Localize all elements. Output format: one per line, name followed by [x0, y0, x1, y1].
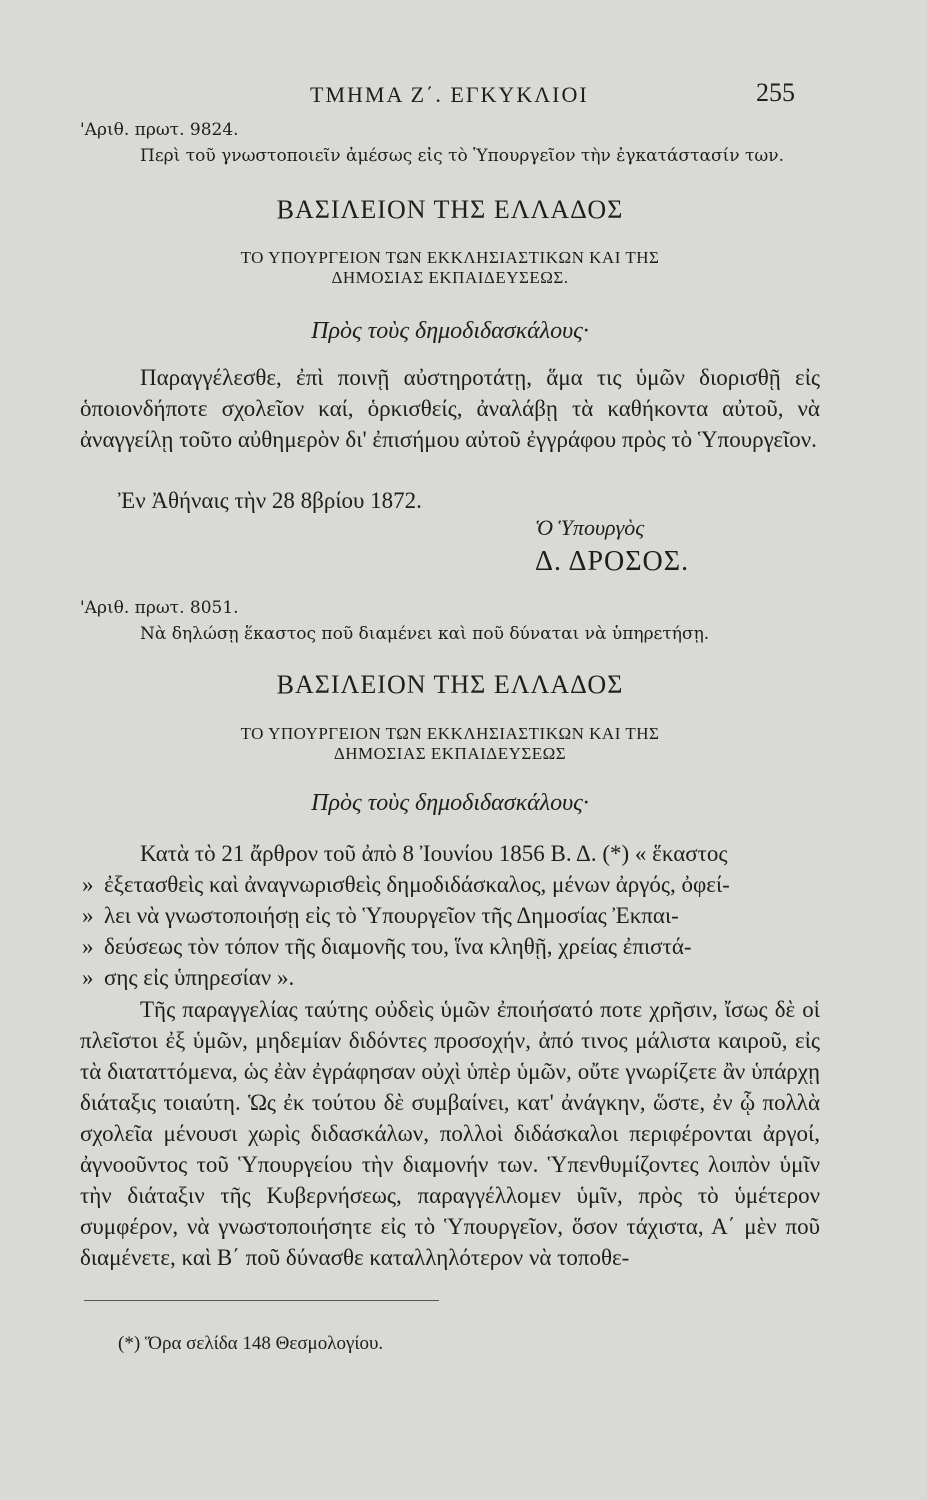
- quote-text: ἐξετασθεὶς καὶ ἀναγνωρισθεὶς δημοδιδάσκαλος, μένων ἀργός, ὀφεί-: [104, 872, 730, 897]
- quote-line: [82, 962, 822, 993]
- quote-mark: »: [82, 965, 94, 990]
- signer-title: Ὁ Ὑπουργὸς: [535, 515, 645, 540]
- quote-mark: »: [82, 903, 94, 928]
- kingdom-heading: ΒΑΣΙΛΕΙΟΝ ΤΗΣ ΕΛΛΑΔΟΣ: [276, 670, 624, 699]
- circular-1-body: [80, 362, 820, 455]
- page-number: 255: [756, 78, 795, 107]
- ministry-line-2: ΔΗΜΟΣΙΑΣ ΕΚΠΑΙΔΕΥΣΕΩΣ: [333, 744, 567, 763]
- protocol-number: 'Αριθ. πρωτ. 9824.: [80, 120, 239, 140]
- quote-text: σης εἰς ὑπηρεσίαν ».: [104, 965, 295, 990]
- circular-subject: Νὰ δηλώσῃ ἕκαστος ποῦ διαμένει καὶ ποῦ δύναται νὰ ὑπηρετήσῃ.: [140, 624, 710, 644]
- quoted-article: [82, 838, 822, 993]
- circular-subject: Περὶ τοῦ γνωστοποιεῖν ἀμέσως εἰς τὸ Ὑπουργεῖον τὴν ἐγκατάστασίν των.: [140, 146, 785, 166]
- quote-text: λει νὰ γνωστοποιήσῃ εἰς τὸ Ὑπουργεῖον τῆς Δημοσίας Ἐκπαι-: [104, 903, 679, 928]
- quote-line: [82, 869, 822, 900]
- page-header: [0, 78, 927, 112]
- circular-1-addressee: [80, 318, 820, 345]
- circular-1-date: [80, 488, 820, 514]
- running-title: ΤΜΗΜΑ Ζ΄. ΕΓΚΥΚΛΙΟΙ: [310, 82, 589, 107]
- ministry-line-1: ΤΟ ΥΠΟΥΡΓΕΙΟΝ ΤΩΝ ΕΚΚΛΗΣΙΑΣΤΙΚΩΝ ΚΑΙ ΤΗΣ: [240, 248, 660, 267]
- circular-2-body: [80, 994, 820, 1273]
- dateline: Ἐν Ἀθήναις τὴν 28 8βρίου 1872.: [118, 488, 422, 513]
- protocol-number: 'Αριθ. πρωτ. 8051.: [80, 598, 239, 618]
- quote-mark: »: [82, 872, 94, 897]
- quote-text: Κατὰ τὸ 21 ἄρθρον τοῦ ἀπὸ 8 Ἰουνίου 1856 Β. Δ. (*) « ἕκαστος: [140, 841, 728, 866]
- quote-mark: »: [82, 934, 94, 959]
- quote-line: [82, 900, 822, 931]
- footnote: (*) Ὅρα σελίδα 148 Θεσμολογίου.: [118, 1333, 384, 1354]
- circular-1-ministry: [80, 248, 820, 288]
- body-paragraph: Παραγγέλεσθε, ἐπὶ ποινῇ αὐστηροτάτῃ, ἅμα τις ὑμῶν διορισθῇ εἰς ὁποιονδήποτε σχολεῖον καί, ὁρκισθείς, ἀναλάβῃ τὰ καθήκοντα αὐτοῦ, νὰ ἀναγγείλῃ τοῦτο αὐθημερὸν δι' ἐπισήμου αὐτοῦ ἐγγράφου πρὸς τὸ Ὑπουργεῖον.: [80, 365, 820, 452]
- quote-line: [82, 838, 822, 869]
- addressee: Πρὸς τοὺς δημοδιδασκάλους·: [311, 318, 589, 344]
- circular-1-heading: [80, 195, 820, 225]
- circular-2-ministry: [80, 724, 820, 764]
- ministry-line-1: ΤΟ ΥΠΟΥΡΓΕΙΟΝ ΤΩΝ ΕΚΚΛΗΣΙΑΣΤΙΚΩΝ ΚΑΙ ΤΗΣ: [240, 724, 660, 743]
- circular-2-addressee: [80, 790, 820, 817]
- circular-1-reference: [80, 120, 820, 166]
- quote-line: [82, 931, 822, 962]
- footnote-divider: [84, 1300, 439, 1301]
- ministry-line-2: ΔΗΜΟΣΙΑΣ ΕΚΠΑΙΔΕΥΣΕΩΣ.: [331, 268, 569, 287]
- addressee: Πρὸς τοὺς δημοδιδασκάλους·: [311, 790, 589, 816]
- circular-2-heading: [80, 670, 820, 700]
- kingdom-heading: ΒΑΣΙΛΕΙΟΝ ΤΗΣ ΕΛΛΑΔΟΣ: [276, 195, 624, 224]
- circular-2-reference: [80, 598, 820, 644]
- quote-text: δεύσεως τὸν τόπον τῆς διαμονῆς του, ἵνα κληθῇ, χρείας ἐπιστά-: [104, 934, 692, 959]
- signer-name: Δ. ΔΡΟΣΟΣ.: [535, 546, 690, 577]
- body-paragraph: Τῆς παραγγελίας ταύτης οὐδεὶς ὑμῶν ἐποιήσατό ποτε χρῆσιν, ἴσως δὲ οἱ πλεῖστοι ἐξ ὑμῶν, μηδεμίαν διδόντες προσοχήν, ἀπό τινος μάλιστα καιροῦ, εἰς τὰ διαταττόμενα, ὡς ἐὰν ἐγράφησαν οὐχὶ ὑπὲρ ὑμῶν, οὔτε γνωρίζετε ἂν ὑπάρχῃ διάταξις τοιαύτη. Ὡς ἐκ τούτου δὲ συμβαίνει, κατ' ἀνάγκην, ὥστε, ἐν ᾧ πολλὰ σχολεῖα μένουσι χωρὶς διδασκάλων, πολλοὶ διδάσκαλοι περιφέρονται ἀργοί, ἀγνοοῦντος τοῦ Ὑπουργείου τὴν διαμονήν των. Ὑπενθυμίζοντες λοιπὸν ὑμῖν τὴν διάταξιν τῆς Κυβερνήσεως, παραγγέλλομεν ὑμῖν, πρὸς τὸ ὑμέτερον συμφέρον, νὰ γνωστοποιήσητε εἰς τὸ Ὑπουργεῖον, ὅσον τάχιστα, Α΄ μὲν ποῦ διαμένετε, καὶ Β΄ ποῦ δύνασθε καταλληλότερον νὰ τοποθε-: [80, 997, 820, 1270]
